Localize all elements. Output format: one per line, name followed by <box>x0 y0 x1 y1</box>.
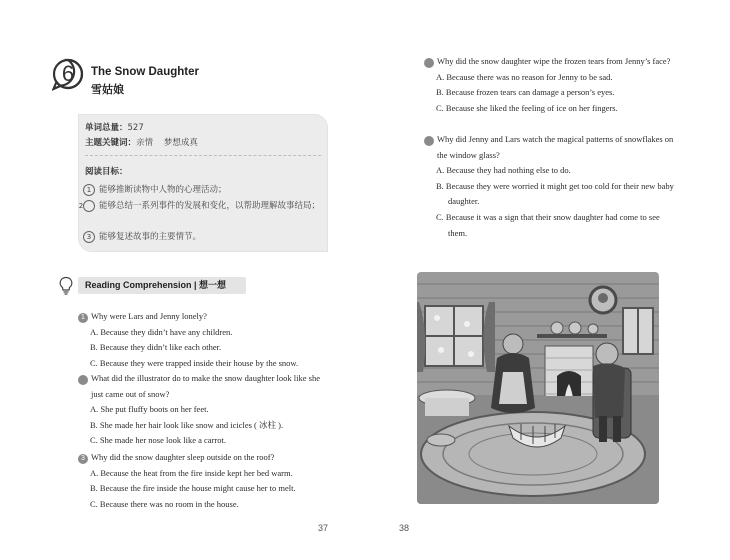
question-text: Why did the snow daughter sleep outside on the roof? <box>91 452 275 462</box>
goal-number: 2 <box>83 200 95 212</box>
answer-option: C. Because she liked the feeling of ice on her fingers. <box>436 102 618 113</box>
section-title: Reading Comprehension | 想一想 <box>78 277 246 294</box>
answer-option: A. She put fluffy boots on her feet. <box>90 404 209 415</box>
goal-text: 能够复述故事的主要情节。 <box>99 232 202 242</box>
cabin-interior-illustration <box>417 272 659 504</box>
reading-goal-item <box>78 199 323 213</box>
question-text: Why were Lars and Jenny lonely? <box>91 311 207 321</box>
page-number-right: 38 <box>399 523 410 533</box>
keywords-value: 亲情 梦想成真 <box>136 138 198 148</box>
question-3 <box>78 450 330 512</box>
answer-option: A. Because the heat from the fire inside kept her bed warm. <box>90 467 293 478</box>
page-number-left: 37 <box>318 523 329 533</box>
question-1 <box>78 309 330 371</box>
answer-option: C. She made her nose look like a carrot. <box>90 435 226 446</box>
question-number: 5 <box>424 136 434 146</box>
word-count-label: 单词总量： <box>85 123 128 133</box>
keywords-row <box>85 136 198 148</box>
question-number: 3 <box>78 454 88 464</box>
answer-option: A. Because they didn’t have any children. <box>90 326 233 337</box>
answer-option: A. Because they had nothing else to do. <box>436 165 571 176</box>
question-text: Why did the snow daughter wipe the frozen tears from Jenny’s face? <box>437 56 671 66</box>
reading-goal-item <box>83 230 323 244</box>
chapter-number-badge <box>52 58 84 90</box>
goal-text: 能够总结一系列事件的发展和变化，以帮助理解故事结局； <box>99 201 321 211</box>
question-5 <box>420 132 676 241</box>
card-divider <box>85 155 321 156</box>
question-text: Why did Jenny and Lars watch the magical patterns of snowflakes on the window glass? <box>437 134 674 160</box>
question-number: 2 <box>78 375 88 385</box>
reading-info-card <box>78 114 328 252</box>
question-text: What did the illustrator do to make the snow daughter look like she just came out of snow? <box>91 373 320 399</box>
reading-goals-label: 阅读目标： <box>85 167 128 177</box>
answer-option: C. Because it was a sign that their snow daughter had come to see them. <box>436 211 660 238</box>
goal-text: 能够推断读物中人物的心理活动； <box>99 185 227 195</box>
goal-number: 1 <box>83 184 95 196</box>
keywords-label: 主题关键词： <box>85 138 137 148</box>
lightbulb-icon <box>58 276 74 296</box>
answer-option: B. Because they didn’t like each other. <box>90 342 222 353</box>
question-2 <box>74 371 328 449</box>
word-count-row <box>85 121 144 133</box>
goal-number: 3 <box>83 231 95 243</box>
answer-option: C. Because there was no room in the house. <box>90 498 239 509</box>
chapter-title-en: The Snow Daughter <box>91 66 199 78</box>
chapter-title-cn: 雪姑娘 <box>91 83 124 96</box>
chapter-number: 6 <box>61 61 75 86</box>
reading-goal-item <box>83 183 323 197</box>
answer-option: B. She made her hair look like snow and icicles ( 冰柱 ). <box>90 419 284 430</box>
answer-option: A. Because there was no reason for Jenny to be sad. <box>436 71 613 82</box>
question-number: 4 <box>424 58 434 68</box>
answer-option: C. Because they were trapped inside their house by the snow. <box>90 357 299 368</box>
question-number: 1 <box>78 313 88 323</box>
story-illustration <box>417 272 659 504</box>
answer-option: B. Because the fire inside the house might cause her to melt. <box>90 483 296 494</box>
question-4 <box>420 54 676 116</box>
answer-option: B. Because frozen tears can damage a person’s eyes. <box>436 87 615 98</box>
answer-option: B. Because they were worried it might get too cold for their new baby daughter. <box>436 180 674 207</box>
word-count-value: 527 <box>127 123 144 133</box>
